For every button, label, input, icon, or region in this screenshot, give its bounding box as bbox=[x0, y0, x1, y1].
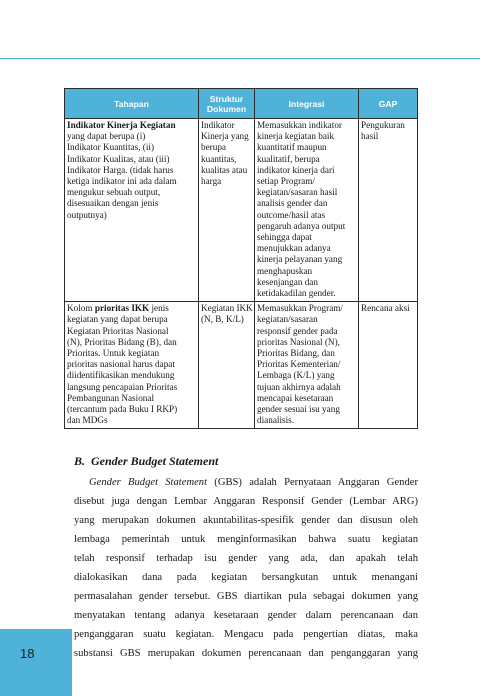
table-header-row bbox=[65, 89, 418, 119]
cell-text-line: analisis gender dan bbox=[257, 198, 328, 209]
cell-text-line: menghapuskan bbox=[257, 265, 313, 276]
cell-text-line: (N), Prioritas Bidang (B), dan bbox=[67, 336, 177, 347]
cell-text-line: Pembangunan Nasional bbox=[67, 392, 155, 403]
page-number-tab bbox=[0, 629, 72, 696]
cell-text-line: ketiga indikator ini ada dalam bbox=[67, 176, 177, 187]
cell-text-line: disesuaikan dengan jenis bbox=[67, 198, 159, 209]
page-number: 18 bbox=[20, 646, 35, 661]
cell-text-line: langsung pencapaian Prioritas bbox=[67, 381, 178, 392]
cell-integrasi bbox=[255, 119, 359, 302]
cell-text-line: yang dapat berupa (i) bbox=[67, 131, 146, 142]
top-rule bbox=[0, 58, 480, 59]
cell-text-line: kinerja pelayanan yang bbox=[257, 254, 343, 265]
paragraph-line: dialokasikan dana pada kegiatan bersangkutan untuk menangani bbox=[74, 572, 418, 583]
cell-text-line: prioritas Nasional (N), bbox=[257, 336, 340, 347]
cell-text-line: Kinerja yang bbox=[201, 131, 249, 142]
cell-text-line: dan MDGs bbox=[67, 415, 108, 426]
cell-text-line: Memasukkan indikator bbox=[257, 120, 342, 130]
cell-text-line: Kolom prioritas IKK jenis bbox=[67, 303, 169, 314]
cell-text-line: kegiatan/sasaran bbox=[257, 314, 318, 325]
cell-text-line: Indikator Harga. (tidak harus bbox=[67, 164, 174, 175]
paragraph-line: telah responsif terhadap isu gender yang ada, dan apakah telah bbox=[74, 553, 418, 564]
cell-tahapan bbox=[65, 119, 199, 302]
paragraph-line: disebut juga dengan Lembar Anggaran Responsif Gender (Lembar ARG) bbox=[74, 496, 418, 507]
cell-text-line: Lembaga (K/L) yang bbox=[257, 370, 335, 381]
header-struktur-dokumen: Struktur Dokumen bbox=[199, 89, 255, 119]
header-tahapan: Tahapan bbox=[65, 89, 199, 119]
cell-text-line: gender sesuai isu yang bbox=[257, 404, 340, 415]
cell-text-line: Pengukuran bbox=[361, 120, 405, 130]
cell-tahapan bbox=[65, 302, 199, 429]
cell-text-line: prioritas nasional harus dapat bbox=[67, 359, 175, 370]
cell-text-line: Indikator bbox=[201, 120, 235, 130]
cell-text-line: kegiatan yang dapat berupa bbox=[67, 314, 168, 325]
cell-text-line: (tercantum pada Buku I RKP) bbox=[67, 404, 178, 415]
cell-struktur bbox=[199, 119, 255, 302]
gap-analysis-table bbox=[64, 88, 418, 429]
cell-text-line: kuantitatif maupun bbox=[257, 142, 327, 153]
cell-text-line: Prioritas Bidang, dan bbox=[257, 348, 335, 359]
cell-text-line: tujuan akhirnya adalah bbox=[257, 381, 341, 392]
cell-text-line: setiap Program/ bbox=[257, 176, 315, 187]
cell-text-line: Memasukkan Program/ bbox=[257, 303, 343, 314]
table-row bbox=[65, 119, 418, 302]
section-paragraph bbox=[74, 473, 418, 663]
cell-text-line: kesenjangan dan bbox=[257, 276, 318, 287]
cell-text-line: Rencana aksi bbox=[361, 303, 410, 314]
cell-text-line: dianalisis. bbox=[257, 415, 295, 426]
paragraph-line: yang merupakan dokumen akuntabilitas-spesifik gender dan disusun oleh bbox=[74, 515, 418, 526]
cell-text-line: berupa bbox=[201, 142, 226, 153]
cell-text-line: ketidakadilan gender. bbox=[257, 288, 336, 299]
cell-struktur bbox=[199, 302, 255, 429]
header-integrasi: Integrasi bbox=[255, 89, 359, 119]
cell-text-line: mencapai kesetaraan bbox=[257, 392, 334, 403]
table-row bbox=[65, 302, 418, 429]
cell-text-line: mengukur sebuah output, bbox=[67, 187, 161, 198]
cell-text-line: Prioritas Kementerian/ bbox=[257, 359, 341, 370]
cell-text-line: hasil bbox=[361, 131, 379, 142]
paragraph-line: substansi GBS merupakan dokumen perencanaan dan penganggaran yang bbox=[74, 648, 418, 659]
cell-text-line: kinerja kegiatan baik bbox=[257, 131, 335, 142]
cell-text-line: Kegiatan Prioritas Nasional bbox=[67, 325, 169, 336]
header-gap: GAP bbox=[359, 89, 418, 119]
cell-text-line: Kegiatan IKK bbox=[201, 303, 253, 314]
cell-gap bbox=[359, 302, 418, 429]
cell-text-line: indikator kinerja dari bbox=[257, 164, 335, 175]
section-title: B. Gender Budget Statement bbox=[74, 454, 219, 468]
cell-text-line: harga bbox=[201, 176, 222, 187]
cell-text-line: Indikator Kinerja Kegiatan bbox=[67, 120, 176, 130]
cell-text-line: sehingga dapat bbox=[257, 232, 312, 243]
cell-text-line: kualitas atau bbox=[201, 164, 248, 175]
cell-text-line: pengaruh adanya output bbox=[257, 220, 346, 231]
cell-text-line: responsif gender pada bbox=[257, 325, 338, 336]
paragraph-line: penganggaran suatu kegiatan. Mengacu pada pengertian diatas, maka bbox=[74, 629, 418, 640]
cell-text-line: Prioritas. Untuk kegiatan bbox=[67, 348, 160, 359]
paragraph-line: Gender Budget Statement (GBS) adalah Pernyataan Anggaran Gender bbox=[89, 477, 418, 488]
cell-gap bbox=[359, 119, 418, 302]
paragraph-line: permasalahan gender tersebut. GBS diartikan pula sebagai dokumen yang bbox=[74, 591, 418, 602]
cell-text-line: diidentifikasikan mendukung bbox=[67, 370, 175, 381]
cell-text-line: Indikator Kualitas, atau (iii) bbox=[67, 153, 170, 164]
cell-text-line: outputnya) bbox=[67, 209, 107, 220]
cell-text-line: (N, B, K/L) bbox=[201, 314, 244, 325]
paragraph-line: lembaga pemerintah untuk menginformasikan bahwa suatu kegiatan bbox=[74, 534, 418, 545]
cell-integrasi bbox=[255, 302, 359, 429]
cell-text-line: outcome/hasil atas bbox=[257, 209, 326, 220]
cell-text-line: Indikator Kuantitas, (ii) bbox=[67, 142, 155, 153]
cell-text-line: kegiatan/sasaran hasil bbox=[257, 187, 338, 198]
cell-text-line: kualitatif, berupa bbox=[257, 153, 320, 164]
cell-text-line: kuantitas, bbox=[201, 153, 237, 164]
cell-text-line: menujukkan adanya bbox=[257, 243, 331, 254]
paragraph-line: menyatakan tentang adanya kesetaraan gender dalam perencanaan dan bbox=[74, 610, 418, 621]
